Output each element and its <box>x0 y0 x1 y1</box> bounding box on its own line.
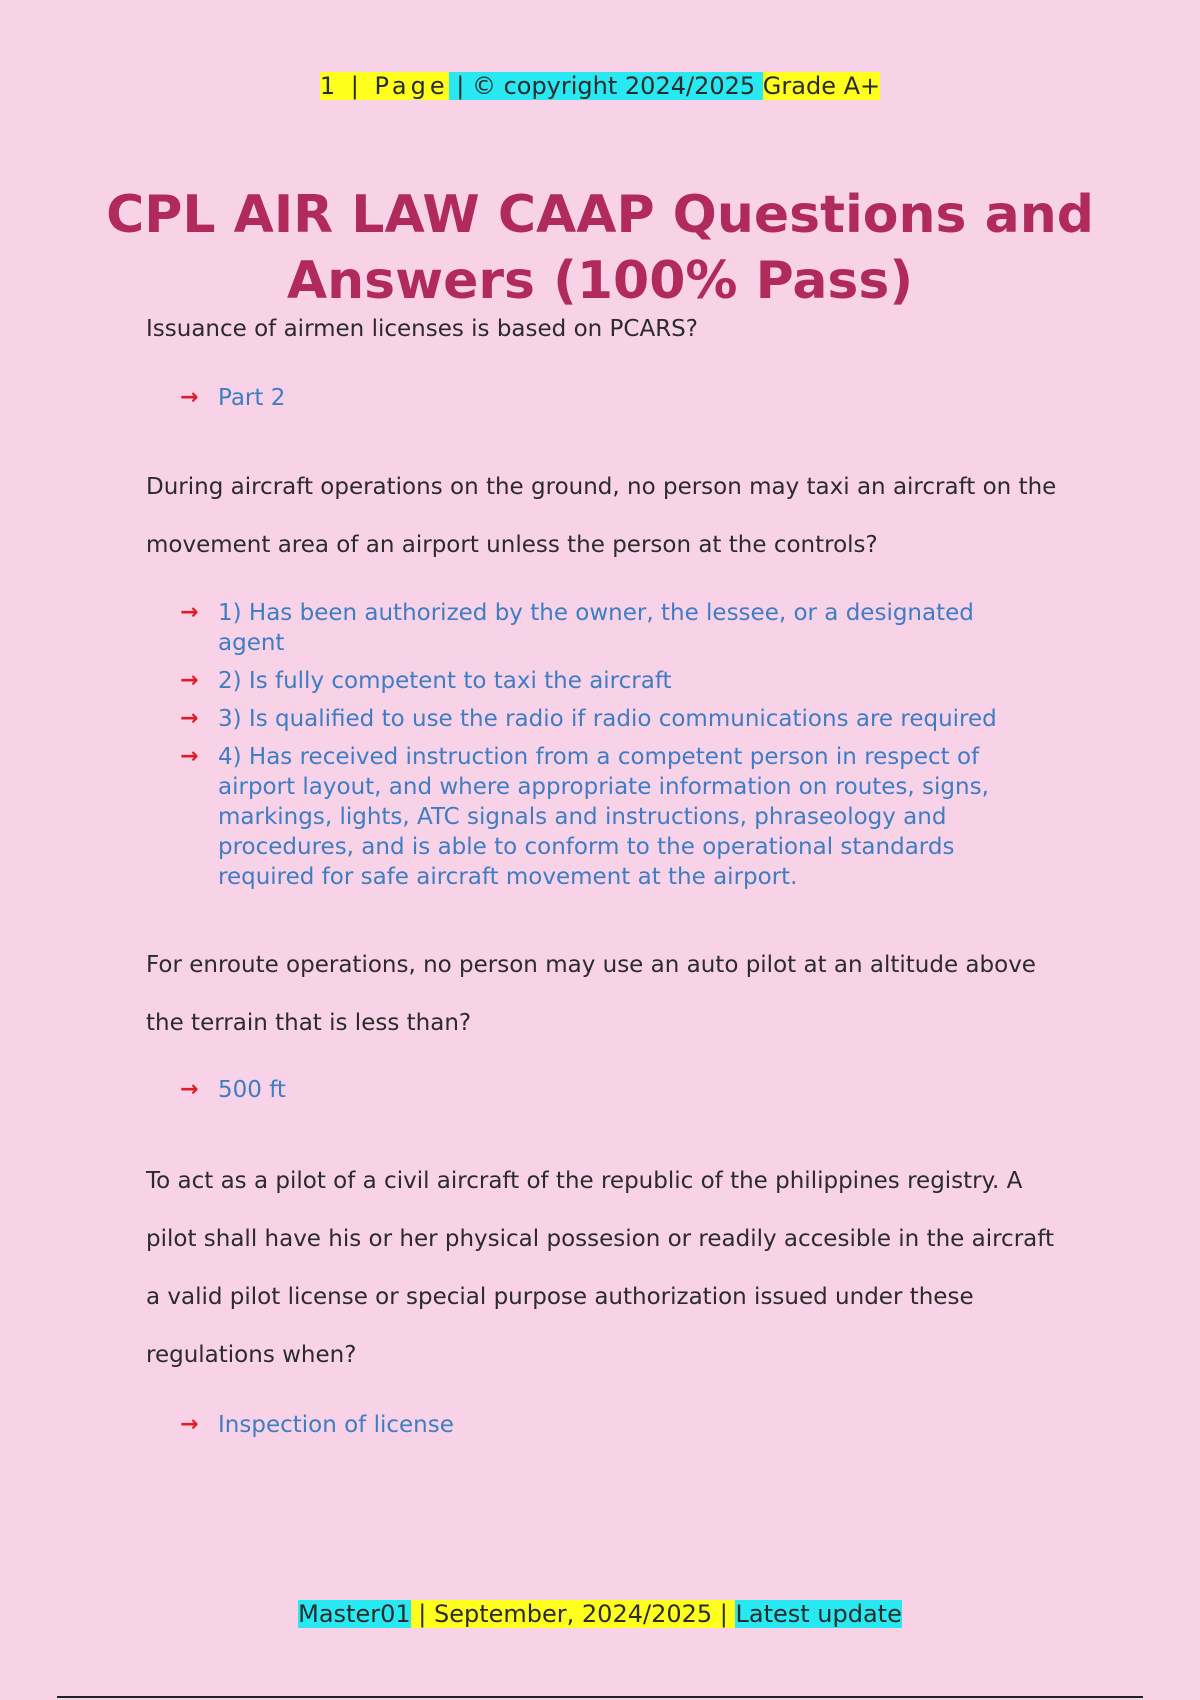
answer-text: 3) Is qualified to use the radio if radio communications are required <box>218 706 997 732</box>
answer-item <box>180 1410 1020 1440</box>
footer-divider <box>57 1696 1143 1698</box>
grade-text: Grade A+ <box>762 72 881 100</box>
arrow-right-icon: → <box>180 1077 199 1102</box>
arrow-right-icon: → <box>180 668 199 693</box>
answer-item <box>180 1075 1020 1105</box>
answer-item <box>180 383 1020 413</box>
answer-item <box>180 742 1020 892</box>
arrow-right-icon: → <box>180 706 199 731</box>
footer-separator: | <box>410 1600 434 1628</box>
answer-text: Inspection of license <box>218 1412 454 1438</box>
copyright-text: © copyright 2024/2025 <box>471 72 763 100</box>
document-title: CPL AIR LAW CAAP Questions and Answers (100% Pass) <box>106 185 1094 311</box>
arrow-right-icon: → <box>180 744 199 769</box>
answer-list-4 <box>180 1410 1020 1448</box>
date-text: September, 2024/2025 <box>433 1600 713 1628</box>
arrow-right-icon: → <box>180 600 199 625</box>
answer-text: 2) Is fully competent to taxi the aircraft <box>218 668 672 694</box>
page-number: 1 | Page <box>319 72 449 100</box>
author-text: Master01 <box>298 1600 411 1628</box>
answer-text: 1) Has been authorized by the owner, the lessee, or a designated agent <box>218 600 974 656</box>
question-4: To act as a pilot of a civil aircraft of the republic of the philippines registry. A pilot shall have his or her physical possesion or readily accesible in the aircraft a valid pilot license or special purpose authorization issued under these regulations when? <box>146 1168 1054 1368</box>
answer-list-1 <box>180 383 1020 421</box>
answer-item <box>180 598 1020 658</box>
arrow-right-icon: → <box>180 385 199 410</box>
question-2: During aircraft operations on the ground, no person may taxi an aircraft on the movement area of an airport unless the person at the controls? <box>146 474 1057 558</box>
answer-list-2 <box>180 598 1020 900</box>
footer-separator: | <box>712 1600 736 1628</box>
answer-text: 500 ft <box>218 1077 286 1103</box>
page-header <box>0 70 1200 102</box>
question-3: For enroute operations, no person may use an auto pilot at an altitude above the terrain that is less than? <box>146 952 1036 1036</box>
arrow-right-icon: → <box>180 1412 199 1437</box>
answer-list-3 <box>180 1075 1020 1113</box>
answer-text: 4) Has received instruction from a competent person in respect of airport layout, and where appropriate information on routes, signs, markings, lights, ATC signals and instructions, phraseology and procedures, and is able to conform to the operational standards required for safe aircraft movement at the airport. <box>218 744 989 890</box>
question-1: Issuance of airmen licenses is based on PCARS? <box>146 316 698 342</box>
page-footer <box>0 1598 1200 1630</box>
answer-item <box>180 704 1020 734</box>
header-separator: | <box>448 72 472 100</box>
answer-item <box>180 666 1020 696</box>
answer-text: Part 2 <box>218 385 286 411</box>
update-text: Latest update <box>735 1600 902 1628</box>
